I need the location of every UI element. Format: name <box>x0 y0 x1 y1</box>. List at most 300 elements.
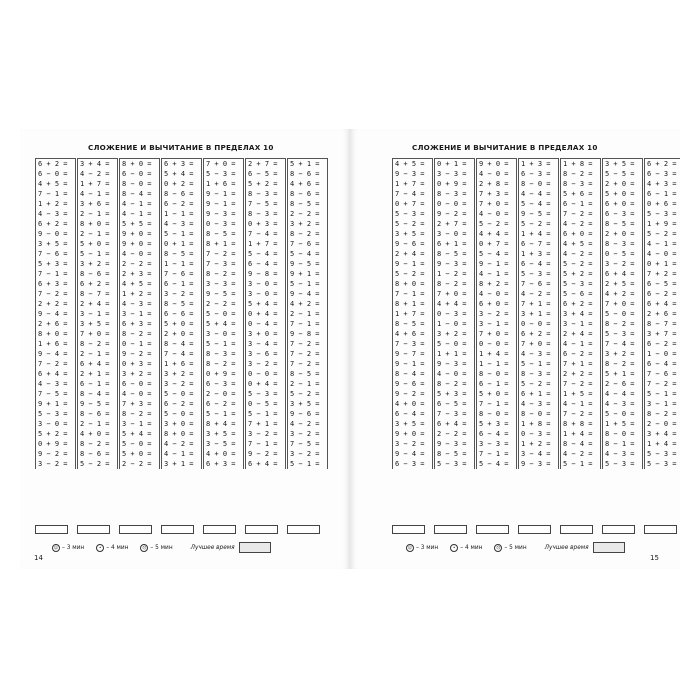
exercise-item: 6 + 3 = <box>122 320 152 328</box>
exercise-item: 9 − 6 = <box>290 410 320 418</box>
exercise-item: 8 − 2 = <box>437 380 467 388</box>
exercise-item: 2 + 2 = <box>563 370 593 378</box>
exercise-item: 6 − 5 = <box>248 170 278 178</box>
exercise-item: 7 − 2 = <box>563 410 593 418</box>
answer-box[interactable] <box>560 525 593 534</box>
exercise-item: 4 − 3 = <box>164 220 194 228</box>
exercise-item: 6 + 2 = <box>80 280 110 288</box>
exercise-item: 3 − 2 = <box>290 430 320 438</box>
exercise-item: 8 + 0 = <box>164 430 194 438</box>
exercise-item: 3 + 2 = <box>164 370 194 378</box>
exercise-item: 3 + 5 = <box>80 320 110 328</box>
exercise-item: 9 − 8 = <box>248 270 278 278</box>
exercise-grid <box>392 158 680 469</box>
exercise-item: 8 − 2 = <box>290 230 320 238</box>
exercise-item: 7 − 2 = <box>38 360 68 368</box>
exercise-item: 5 + 0 = <box>479 390 509 398</box>
exercise-item: 6 − 7 = <box>521 240 551 248</box>
smile-face-icon: ☺ <box>407 544 413 550</box>
exercise-item: 9 − 3 = <box>206 210 236 218</box>
exercise-item: 9 − 8 = <box>290 330 320 338</box>
exercise-item: 9 − 5 = <box>206 290 236 298</box>
legend-item <box>140 544 172 552</box>
exercise-item: 5 − 3 = <box>206 170 236 178</box>
exercise-item: 1 − 1 = <box>164 260 194 268</box>
exercise-item: 8 + 1 = <box>395 300 425 308</box>
exercise-column <box>77 158 118 469</box>
exercise-item: 8 − 6 = <box>290 190 320 198</box>
exercise-column <box>476 158 517 469</box>
exercise-item: 4 + 5 = <box>563 240 593 248</box>
exercise-item: 5 − 3 = <box>647 210 677 218</box>
exercise-item: 7 − 2 = <box>290 350 320 358</box>
exercise-item: 5 − 3 = <box>521 270 551 278</box>
exercise-item: 5 − 3 = <box>647 460 677 468</box>
exercise-item: 3 − 2 = <box>605 260 635 268</box>
exercise-item: 6 − 0 = <box>38 170 68 178</box>
exercise-item: 2 − 2 = <box>437 430 467 438</box>
exercise-item: 7 + 0 = <box>479 330 509 338</box>
exercise-item: 5 − 2 = <box>521 380 551 388</box>
exercise-item: 4 − 0 = <box>122 390 152 398</box>
exercise-item: 1 + 2 = <box>38 200 68 208</box>
exercise-item: 1 + 4 = <box>647 440 677 448</box>
exercise-item: 9 − 2 = <box>122 350 152 358</box>
sad-face-icon: ☹ <box>496 544 501 550</box>
exercise-item: 8 + 0 = <box>80 220 110 228</box>
answer-box[interactable] <box>161 525 194 534</box>
exercise-item: 5 + 4 = <box>122 430 152 438</box>
exercise-item: 2 − 1 = <box>290 310 320 318</box>
exercise-item: 8 − 2 = <box>605 320 635 328</box>
exercise-item: 0 + 4 = <box>248 310 278 318</box>
exercise-item: 6 − 2 = <box>647 290 677 298</box>
timing-legend <box>406 542 625 553</box>
exercise-item: 3 + 5 = <box>395 230 425 238</box>
exercise-item: 1 + 2 = <box>122 290 152 298</box>
exercise-item: 3 + 5 = <box>290 400 320 408</box>
exercise-item: 3 + 2 = <box>122 370 152 378</box>
exercise-item: 6 − 0 = <box>122 380 152 388</box>
exercise-item: 6 − 4 = <box>521 260 551 268</box>
exercise-item: 0 − 0 = <box>437 200 467 208</box>
exercise-item: 0 + 3 = <box>248 220 278 228</box>
exercise-item: 6 + 4 = <box>38 370 68 378</box>
page-title: СЛОЖЕНИЕ И ВЫЧИТАНИЕ В ПРЕДЕЛАХ 10 <box>412 143 598 152</box>
exercise-item: 8 − 3 = <box>437 190 467 198</box>
exercise-item: 8 − 0 = <box>122 180 152 188</box>
answer-box[interactable] <box>287 525 320 534</box>
neutral-face-icon: • <box>96 544 104 552</box>
exercise-item: 0 + 7 = <box>479 240 509 248</box>
exercise-item: 4 − 0 = <box>647 250 677 258</box>
exercise-item: 7 + 0 = <box>437 290 467 298</box>
exercise-item: 7 − 1 = <box>38 270 68 278</box>
exercise-item: 7 − 5 = <box>248 200 278 208</box>
exercise-item: 3 + 2 = <box>437 330 467 338</box>
exercise-item: 6 + 2 = <box>36 158 75 169</box>
exercise-item: 0 − 0 = <box>521 320 551 328</box>
exercise-item: 5 − 1 = <box>80 250 110 258</box>
exercise-item: 3 − 2 = <box>395 440 425 448</box>
exercise-item: 3 + 2 = <box>80 260 110 268</box>
exercise-item: 5 + 0 = <box>122 450 152 458</box>
best-time-box[interactable] <box>593 542 625 553</box>
exercise-item: 4 − 4 = <box>521 190 551 198</box>
answer-box[interactable] <box>203 525 236 534</box>
exercise-item: 8 − 6 = <box>80 410 110 418</box>
exercise-item: 8 − 3 = <box>521 370 551 378</box>
timing-legend <box>52 542 271 553</box>
exercise-item: 1 + 3 = <box>521 250 551 258</box>
exercise-item: 0 − 3 = <box>521 430 551 438</box>
exercise-item: 4 + 4 = <box>437 300 467 308</box>
answer-box[interactable] <box>77 525 110 534</box>
exercise-item: 7 + 0 = <box>80 330 110 338</box>
exercise-item: 5 − 1 = <box>164 230 194 238</box>
exercise-item: 8 − 0 = <box>605 430 635 438</box>
exercise-item: 6 − 1 = <box>647 190 677 198</box>
exercise-item: 8 − 2 = <box>206 360 236 368</box>
exercise-item: 2 + 3 = <box>122 270 152 278</box>
exercise-item: 5 + 1 = <box>605 370 635 378</box>
exercise-item: 3 + 0 = <box>248 330 278 338</box>
answer-box[interactable] <box>35 525 68 534</box>
exercise-item: 6 + 4 = <box>647 300 677 308</box>
exercise-item: 7 − 4 = <box>164 350 194 358</box>
exercise-item: 7 − 1 = <box>38 190 68 198</box>
exercise-item: 7 + 3 = <box>479 190 509 198</box>
exercise-item: 1 + 7 = <box>248 240 278 248</box>
sad-face-icon: ☹ <box>142 544 147 550</box>
exercise-item: 5 − 2 = <box>290 390 320 398</box>
exercise-item: 8 − 3 = <box>206 350 236 358</box>
exercise-item: 5 − 4 = <box>521 200 551 208</box>
exercise-item: 5 − 2 = <box>80 460 110 468</box>
exercise-item: 1 − 1 = <box>479 360 509 368</box>
exercise-item: 8 − 5 = <box>206 230 236 238</box>
exercise-item: 3 − 2 = <box>164 290 194 298</box>
exercise-item: 0 − 1 = <box>122 340 152 348</box>
answer-box[interactable] <box>602 525 635 534</box>
answer-box[interactable] <box>518 525 551 534</box>
exercise-item: 2 − 2 = <box>206 300 236 308</box>
exercise-item: 4 + 2 = <box>290 300 320 308</box>
page-title: СЛОЖЕНИЕ И ВЫЧИТАНИЕ В ПРЕДЕЛАХ 10 <box>88 143 274 152</box>
exercise-item: 9 − 7 = <box>395 350 425 358</box>
exercise-item: 5 − 3 = <box>395 210 425 218</box>
exercise-item: 2 + 6 = <box>647 310 677 318</box>
exercise-item: 0 + 1 = <box>164 240 194 248</box>
exercise-item: 8 − 2 = <box>647 410 677 418</box>
exercise-item: 8 − 7 = <box>80 290 110 298</box>
exercise-item: 2 − 2 = <box>290 210 320 218</box>
exercise-item: 5 − 1 = <box>206 340 236 348</box>
exercise-item: 5 − 1 = <box>647 390 677 398</box>
exercise-item: 5 − 4 = <box>479 250 509 258</box>
exercise-item: 8 − 5 = <box>164 250 194 258</box>
exercise-item: 5 − 3 = <box>605 460 635 468</box>
best-time-box[interactable] <box>239 542 271 553</box>
exercise-item: 4 − 2 = <box>563 250 593 258</box>
exercise-item: 8 + 0 = <box>120 158 159 169</box>
exercise-item: 6 + 4 = <box>437 420 467 428</box>
answer-box[interactable] <box>392 525 425 534</box>
exercise-item: 2 + 7 = <box>437 220 467 228</box>
exercise-item: 8 − 0 = <box>521 410 551 418</box>
exercise-item: 8 − 4 = <box>122 190 152 198</box>
best-time-label: Лучшее время <box>190 544 235 551</box>
exercise-item: 1 + 1 = <box>437 350 467 358</box>
exercise-item: 9 + 0 = <box>477 158 516 169</box>
exercise-item: 4 − 0 = <box>479 170 509 178</box>
exercise-item: 5 − 2 = <box>395 220 425 228</box>
exercise-item: 9 + 0 = <box>122 240 152 248</box>
answer-box[interactable] <box>245 525 278 534</box>
exercise-item: 5 + 6 = <box>563 190 593 198</box>
exercise-item: 6 − 1 = <box>80 380 110 388</box>
exercise-item: 9 + 0 = <box>122 230 152 238</box>
exercise-item: 2 − 1 = <box>80 230 110 238</box>
exercise-column <box>35 158 76 469</box>
exercise-item: 6 − 1 = <box>479 380 509 388</box>
exercise-item: 7 − 6 = <box>164 270 194 278</box>
exercise-item: 1 + 8 = <box>521 420 551 428</box>
exercise-item: 4 − 3 = <box>605 450 635 458</box>
exercise-item: 3 + 4 = <box>563 310 593 318</box>
exercise-item: 8 − 6 = <box>80 270 110 278</box>
exercise-item: 6 − 4 = <box>647 360 677 368</box>
exercise-item: 4 − 2 = <box>80 170 110 178</box>
exercise-item: 7 + 0 = <box>204 158 243 169</box>
exercise-item: 3 − 0 = <box>38 420 68 428</box>
exercise-item: 3 − 1 = <box>122 310 152 318</box>
exercise-item: 5 − 2 = <box>563 260 593 268</box>
exercise-item: 7 − 1 = <box>479 450 509 458</box>
exercise-item: 3 − 2 = <box>38 460 68 468</box>
exercise-item: 6 − 4 = <box>248 260 278 268</box>
exercise-item: 9 − 4 = <box>395 450 425 458</box>
exercise-item: 9 + 1 = <box>38 400 68 408</box>
exercise-item: 2 + 2 = <box>38 300 68 308</box>
exercise-item: 8 − 5 = <box>164 300 194 308</box>
exercise-item: 3 − 2 = <box>479 310 509 318</box>
exercise-item: 8 − 4 = <box>164 340 194 348</box>
exercise-item: 2 + 0 = <box>605 180 635 188</box>
exercise-column <box>287 158 328 469</box>
exercise-item: 2 + 5 = <box>605 280 635 288</box>
exercise-item: 7 + 2 = <box>647 270 677 278</box>
exercise-item: 5 − 0 = <box>437 340 467 348</box>
exercise-item: 8 − 6 = <box>80 450 110 458</box>
exercise-column <box>245 158 286 469</box>
exercise-item: 0 + 9 = <box>206 370 236 378</box>
exercise-item: 6 + 2 = <box>38 220 68 228</box>
exercise-item: 5 + 4 = <box>206 320 236 328</box>
exercise-item: 3 − 3 = <box>206 280 236 288</box>
exercise-item: 6 + 0 = <box>605 200 635 208</box>
answer-box[interactable] <box>434 525 467 534</box>
exercise-item: 8 − 2 = <box>563 170 593 178</box>
exercise-item: 5 − 3 = <box>605 330 635 338</box>
exercise-item: 9 − 2 = <box>437 210 467 218</box>
exercise-item: 3 + 6 = <box>80 200 110 208</box>
exercise-item: 3 + 5 = <box>38 240 68 248</box>
exercise-item: 4 + 0 = <box>395 400 425 408</box>
exercise-item: 5 − 0 = <box>605 410 635 418</box>
exercise-item: 6 + 2 = <box>563 300 593 308</box>
exercise-item: 9 − 5 = <box>290 260 320 268</box>
answer-box[interactable] <box>119 525 152 534</box>
exercise-item: 7 − 2 = <box>38 290 68 298</box>
exercise-item: 4 − 1 = <box>164 450 194 458</box>
exercise-item: 4 − 3 = <box>38 380 68 388</box>
exercise-item: 7 − 1 = <box>248 440 278 448</box>
answer-box[interactable] <box>476 525 509 534</box>
exercise-item: 8 − 5 = <box>437 450 467 458</box>
exercise-item: 7 − 2 = <box>290 360 320 368</box>
exercise-item: 4 + 6 = <box>395 330 425 338</box>
exercise-item: 5 − 0 = <box>122 440 152 448</box>
exercise-item: 2 − 2 = <box>122 260 152 268</box>
exercise-item: 2 + 4 = <box>563 330 593 338</box>
exercise-item: 3 + 2 = <box>290 220 320 228</box>
exercise-item: 6 − 3 = <box>521 170 551 178</box>
exercise-item: 6 − 5 = <box>437 400 467 408</box>
exercise-item: 0 + 9 = <box>437 180 467 188</box>
exercise-item: 5 + 3 = <box>479 420 509 428</box>
exercise-item: 3 − 2 = <box>164 380 194 388</box>
exercise-item: 4 − 0 = <box>479 290 509 298</box>
exercise-item: 0 + 9 = <box>38 440 68 448</box>
exercise-item: 8 − 2 = <box>605 360 635 368</box>
exercise-item: 6 − 2 = <box>206 400 236 408</box>
exercise-item: 7 − 6 = <box>38 250 68 258</box>
exercise-item: 4 + 6 = <box>290 180 320 188</box>
exercise-item: 0 − 3 = <box>437 310 467 318</box>
exercise-item: 8 − 2 = <box>206 270 236 278</box>
exercise-item: 4 + 5 = <box>122 280 152 288</box>
exercise-item: 8 − 2 = <box>437 280 467 288</box>
exercise-item: 9 − 3 = <box>437 440 467 448</box>
exercise-item: 3 − 0 = <box>206 330 236 338</box>
exercise-item: 8 − 5 = <box>290 200 320 208</box>
exercise-item: 8 + 0 = <box>395 280 425 288</box>
exercise-item: 3 − 0 = <box>248 290 278 298</box>
exercise-item: 6 − 0 = <box>122 170 152 178</box>
exercise-item: 1 + 6 = <box>164 360 194 368</box>
exercise-item: 6 − 4 = <box>395 410 425 418</box>
exercise-item: 5 + 4 = <box>164 170 194 178</box>
exercise-item: 1 + 4 = <box>521 230 551 238</box>
exercise-item: 0 − 0 = <box>479 340 509 348</box>
exercise-item: 8 + 4 = <box>206 420 236 428</box>
exercise-item: 3 + 5 = <box>206 430 236 438</box>
exercise-item: 4 − 1 = <box>563 340 593 348</box>
legend-item <box>406 544 438 552</box>
exercise-item: 4 − 3 = <box>122 300 152 308</box>
exercise-item: 5 + 2 = <box>248 180 278 188</box>
exercise-item: 4 − 2 = <box>563 450 593 458</box>
exercise-item: 1 − 0 = <box>437 320 467 328</box>
legend-label: – 4 мин <box>460 544 483 551</box>
exercise-item: 1 − 0 = <box>647 350 677 358</box>
exercise-item: 5 − 0 = <box>164 390 194 398</box>
exercise-item: 9 − 4 = <box>38 310 68 318</box>
exercise-item: 6 − 6 = <box>164 310 194 318</box>
exercise-item: 5 − 5 = <box>605 170 635 178</box>
exercise-item: 5 + 4 = <box>248 300 278 308</box>
exercise-item: 6 − 2 = <box>164 200 194 208</box>
exercise-item: 5 − 2 = <box>395 270 425 278</box>
exercise-item: 3 + 4 = <box>647 430 677 438</box>
exercise-item: 7 − 5 = <box>290 440 320 448</box>
exercise-item: 6 − 2 = <box>647 340 677 348</box>
exercise-item: 2 + 8 = <box>479 180 509 188</box>
exercise-item: 2 − 2 = <box>122 460 152 468</box>
exercise-item: 7 + 1 = <box>248 420 278 428</box>
exercise-item: 8 − 6 = <box>164 190 194 198</box>
exercise-item: 5 − 1 = <box>290 280 320 288</box>
exercise-item: 2 − 1 = <box>80 210 110 218</box>
exercise-item: 7 − 1 = <box>290 320 320 328</box>
exercise-item: 6 + 1 = <box>521 390 551 398</box>
workbook-spread <box>20 129 680 569</box>
exercise-item: 7 − 4 = <box>248 230 278 238</box>
exercise-item: 9 − 1 = <box>206 190 236 198</box>
exercise-item: 8 − 5 = <box>605 220 635 228</box>
answer-boxes <box>35 525 320 534</box>
exercise-item: 7 + 1 = <box>521 300 551 308</box>
exercise-item: 1 + 6 = <box>38 340 68 348</box>
exercise-item: 7 − 2 = <box>290 340 320 348</box>
exercise-item: 4 − 2 = <box>164 440 194 448</box>
right-page <box>350 129 680 569</box>
exercise-item: 0 + 2 = <box>164 180 194 188</box>
exercise-item: 6 + 1 = <box>437 240 467 248</box>
exercise-item: 6 − 1 = <box>563 200 593 208</box>
exercise-item: 3 + 1 = <box>164 460 194 468</box>
page-number: 14 <box>34 554 43 562</box>
neutral-face-icon: • <box>450 544 458 552</box>
exercise-item: 3 − 2 = <box>290 450 320 458</box>
exercise-item: 9 − 1 = <box>206 200 236 208</box>
exercise-item: 9 − 2 = <box>38 450 68 458</box>
exercise-item: 4 − 1 = <box>479 270 509 278</box>
exercise-item: 7 − 3 = <box>437 410 467 418</box>
exercise-item: 8 − 0 = <box>479 410 509 418</box>
exercise-item: 5 + 5 = <box>122 220 152 228</box>
exercise-item: 7 − 5 = <box>38 390 68 398</box>
answer-box[interactable] <box>644 525 677 534</box>
exercise-item: 3 − 1 = <box>479 320 509 328</box>
smile-face-icon: ☺ <box>53 544 59 550</box>
exercise-item: 0 + 1 = <box>435 158 474 169</box>
exercise-item: 3 − 0 = <box>437 230 467 238</box>
exercise-column <box>518 158 559 469</box>
exercise-item: 3 − 1 = <box>563 320 593 328</box>
exercise-item: 2 − 1 = <box>80 350 110 358</box>
exercise-item: 9 + 0 = <box>395 430 425 438</box>
exercise-item: 9 − 2 = <box>395 390 425 398</box>
exercise-item: 5 − 3 = <box>437 460 467 468</box>
exercise-item: 0 − 3 = <box>206 220 236 228</box>
exercise-item: 8 − 5 = <box>395 320 425 328</box>
legend-label: – 3 мин <box>62 544 85 551</box>
legend-label: – 5 мин <box>504 544 527 551</box>
legend-item <box>52 544 84 552</box>
exercise-item: 3 + 2 = <box>605 350 635 358</box>
